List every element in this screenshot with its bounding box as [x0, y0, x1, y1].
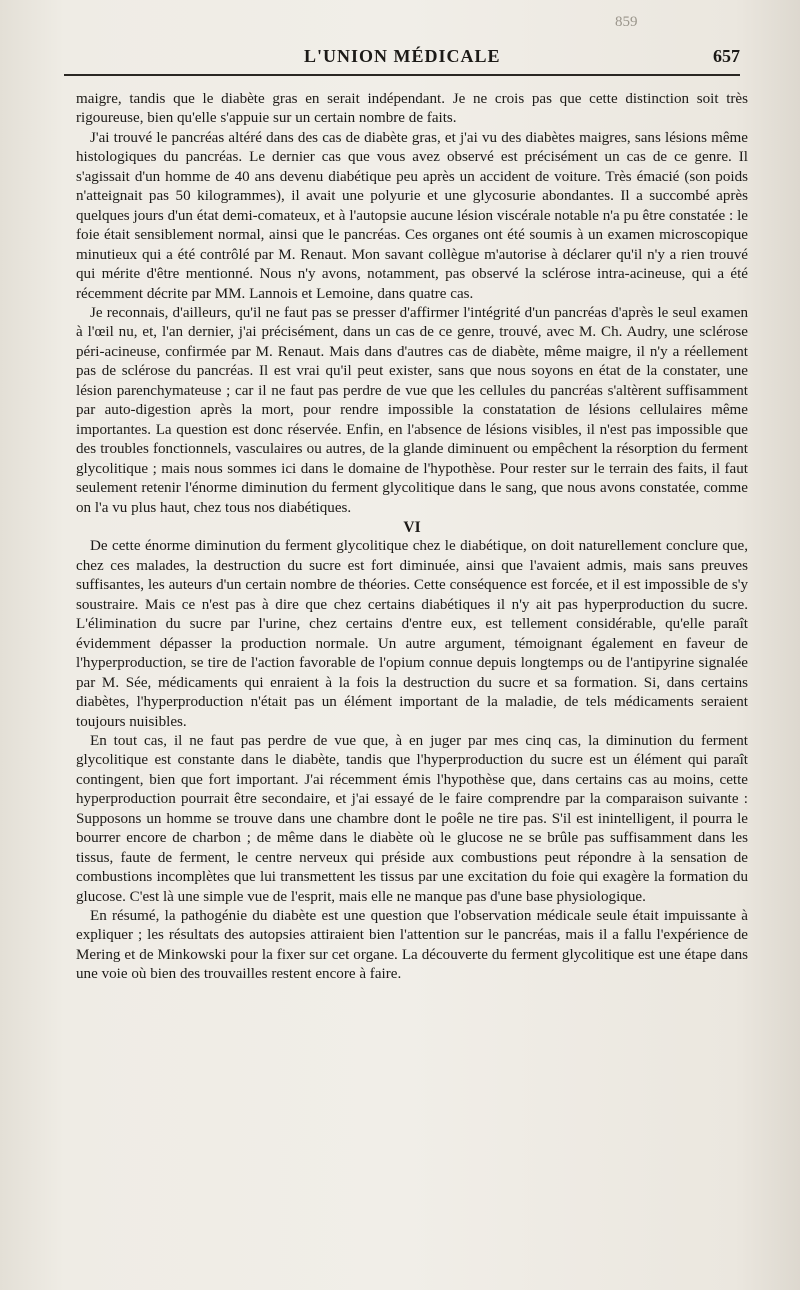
page-header [64, 44, 740, 72]
paragraph: J'ai trouvé le pancréas altéré dans des cas de diabète gras, et j'ai vu des diabètes maigres, sans lésions même histologiques du pancréas. Le dernier cas que vous avez observé est précisément un cas de ce genre. Il s'agissait d'un homme de 40 ans devenu diabétique peu après un accident de voiture. Très émacié (son poids n'atteignait pas 50 kilogrammes), il avait une polyurie et une glycosurie abondantes. Il a succombé après quelques jours d'un état demi-comateux, et à l'autopsie aucune lésion viscérale notable n'a pu être constatée : le foie était sensiblement normal, ainsi que le pancréas. Ces organes ont été soumis à un examen microscopique minutieux qui a été contrôlé par M. Renaut. Mon savant collègue m'autorise à déclarer qu'il n'y a rien trouvé qui mérite d'être mentionné. Nous n'y avons, notamment, pas observé la sclérose intra-acineuse, qui a été récemment décrite par MM. Lannois et Lemoine, dans quatre cas. [76, 129, 748, 302]
running-title: L'UNION MÉDICALE [304, 46, 501, 66]
paragraph: maigre, tandis que le diabète gras en serait indépendant. Je ne crois pas que cette distinction soit très rigoureuse, bien qu'elle s'appuie sur un certain nombre de faits. [76, 91, 748, 127]
header-rule [64, 74, 740, 76]
section-heading: VI [403, 518, 421, 536]
paragraph: En résumé, la pathogénie du diabète est une question que l'observation médicale seule était impuissante à expliquer ; les résultats des autopsies attiraient bien l'attention sur le pancréas, mais il a fallu l'expérience de Mering et de Minkowski pour la fixer sur cet organe. La découverte du ferment glycolitique est une étape dans une voie où bien des trouvailles restent encore à faire. [76, 908, 748, 983]
page-number: 657 [713, 46, 740, 66]
paragraph: Je reconnais, d'ailleurs, qu'il ne faut pas se presser d'affirmer l'intégrité d'un pancréas d'après le seul examen à l'œil nu, et, l'an dernier, j'ai précisément, dans un cas de ce genre, trouvé, avec M. Ch. Audry, une sclérose péri-acineuse, confirmée par M. Renaut. Mais dans d'autres cas de diabète, même maigre, il n'y a réellement pas de sclérose du pancréas. Il est vrai qu'il peut exister, sans que nous soyons en état de la constater, une lésion parenchymateuse ; car il ne faut pas perdre de vue que les cellules du pancréas s'altèrent suffisamment par auto-digestion après la mort, pour rendre impossible la constatation de lésions cellulaires même importantes. La question est donc réservée. Enfin, en l'absence de lésions visibles, il n'est pas impossible que des troubles fonctionnels, vasculaires ou autres, de la glande diminuent ou empêchent la résorption du ferment glycolitique ; mais nous sommes ici dans le domaine de l'hypothèse. Pour rester sur le terrain des faits, il faut seulement retenir l'énorme diminution du ferment glycolitique dans le sang, que nous avons constatée, comme on l'a vu plus haut, chez tous nos diabétiques. [76, 304, 748, 516]
paragraph: En tout cas, il ne faut pas perdre de vue que, à en juger par mes cinq cas, la diminution du ferment glycolitique est constante dans le diabète, tandis que l'hyperproduction du sucre est un élément qui paraît contingent, bien que fort important. J'ai récemment émis l'hypothèse que, dans certains cas au moins, cette hyperproduction pourrait être secondaire, et j'ai essayé de le faire comprendre par la comparaison suivante : Supposons un homme se trouve dans une chambre dont le poêle ne tire pas. S'il est inintelligent, il pourra le bourrer encore de charbon ; de même dans le diabète où le glucose ne se brûle pas suffisamment dans les tissus, faute de ferment, le centre nerveux qui préside aux combustions peut répondre à la sensation de combustions incomplètes que lui transmettent les tissus par une excitation du foie qui exagère la formation du glucose. C'est là une simple vue de l'esprit, mais elle ne manque pas d'une base physiologique. [76, 732, 748, 905]
body-text [76, 90, 748, 985]
archive-stamp-number: 859 [615, 14, 638, 30]
paragraph: De cette énorme diminution du ferment glycolitique chez le diabétique, on doit naturellement conclure que, chez ces malades, la destruction du sucre est fort diminuée, ainsi que l'avaient admis, mais sans preuves suffisantes, les auteurs d'un certain nombre de théories. Cette conséquence est forcée, et il est impossible de s'y soustraire. Mais ce n'est pas à dire que chez certains diabétiques il n'y ait pas hyperproduction du sucre. L'élimination du sucre par l'urine, chez certains d'entre eux, est tellement considérable, qu'elle paraît évidemment dépasser la production normale. Un autre argument, témoignant également en faveur de l'hyperproduction, se tire de l'action favorable de l'opium connue depuis longtemps ou de l'antipyrine signalée par M. Sée, médicaments qui enraient à la fois la destruction du sucre et sa formation. Si, dans certains diabètes, l'hyperproduction n'était pas un élément important de la maladie, de tels médicaments seraient toujours nuisibles. [76, 538, 748, 730]
